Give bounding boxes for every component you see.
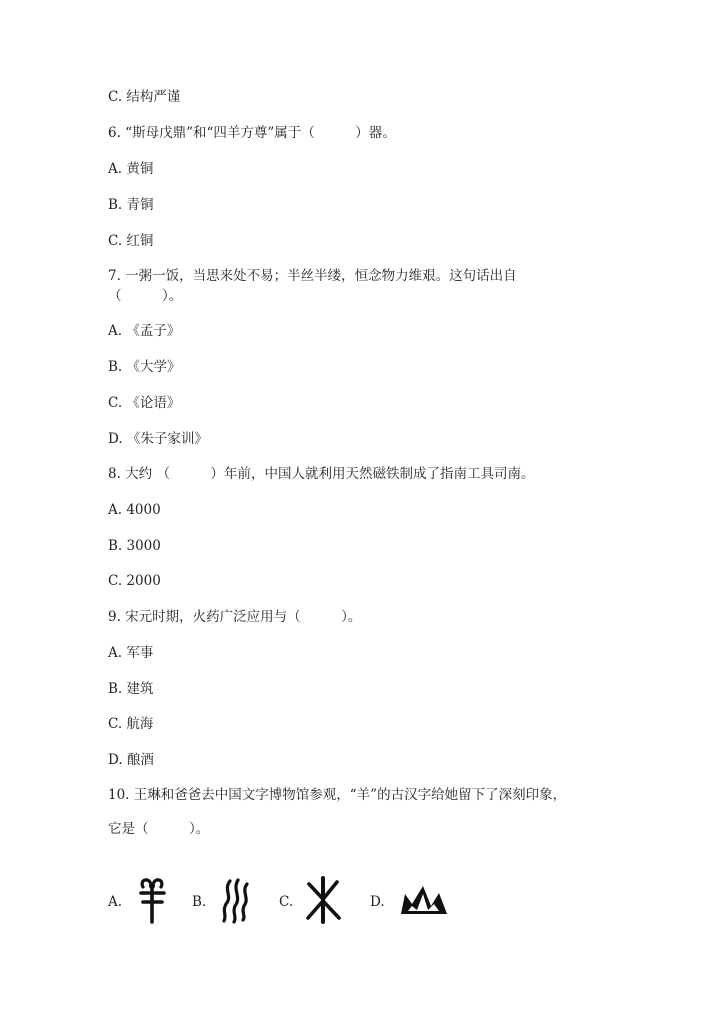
ancient-yang-sheep-glyph-icon	[134, 876, 170, 926]
q8-option-c: C. 2000	[108, 573, 161, 589]
q8-stem: 8. 大约 （ ）年前，中国人就利用天然磁铁制成了指南工具司南。	[108, 466, 535, 482]
q7-stem-line1: 7. 一粥一饭，当思来处不易；半丝半缕，恒念物力维艰。这句话出自	[108, 268, 517, 284]
q8-option-a: A. 4000	[108, 502, 161, 518]
q9-option-d: D. 酿酒	[108, 752, 154, 768]
q7-stem-line2: （ ）。	[108, 288, 183, 304]
q9-option-b: B. 建筑	[108, 681, 154, 697]
q7-option-a: A. 《孟子》	[108, 323, 181, 339]
ancient-shan-mountain-glyph-icon	[398, 884, 450, 918]
q8-option-b: B. 3000	[108, 538, 161, 554]
q9-option-c: C. 航海	[108, 716, 154, 732]
ancient-shui-water-glyph-icon	[220, 878, 252, 924]
q6-stem: 6. “斯母戊鼎”和“四羊方尊”属于（ ）器。	[108, 125, 396, 141]
q6-option-c: C. 红铜	[108, 233, 154, 249]
q10-glyph-options	[108, 872, 468, 932]
q7-option-c: C. 《论语》	[108, 395, 181, 411]
q10-option-a-label: A.	[108, 894, 123, 910]
ancient-mu-tree-glyph-icon	[304, 876, 342, 924]
q6-option-a: A. 黄铜	[108, 161, 154, 177]
q10-option-c-label: C.	[279, 894, 294, 910]
q9-stem: 9. 宋元时期，火药广泛应用与（ ）。	[108, 609, 362, 625]
q7-option-b: B. 《大学》	[108, 359, 181, 375]
q10-option-b-label: B.	[192, 894, 207, 910]
q9-option-a: A. 军事	[108, 645, 154, 661]
q7-option-d: D. 《朱子家训》	[108, 431, 208, 447]
q6-option-b: B. 青铜	[108, 197, 154, 213]
q10-stem-line1: 10. 王琳和爸爸去中国文字博物馆参观，“羊”的古汉字给她留下了深刻印象，	[108, 787, 567, 803]
q10-stem-line2: 它是（ ）。	[108, 821, 210, 837]
q10-option-d-label: D.	[370, 894, 385, 910]
q5-option-c: C. 结构严谨	[108, 89, 181, 105]
